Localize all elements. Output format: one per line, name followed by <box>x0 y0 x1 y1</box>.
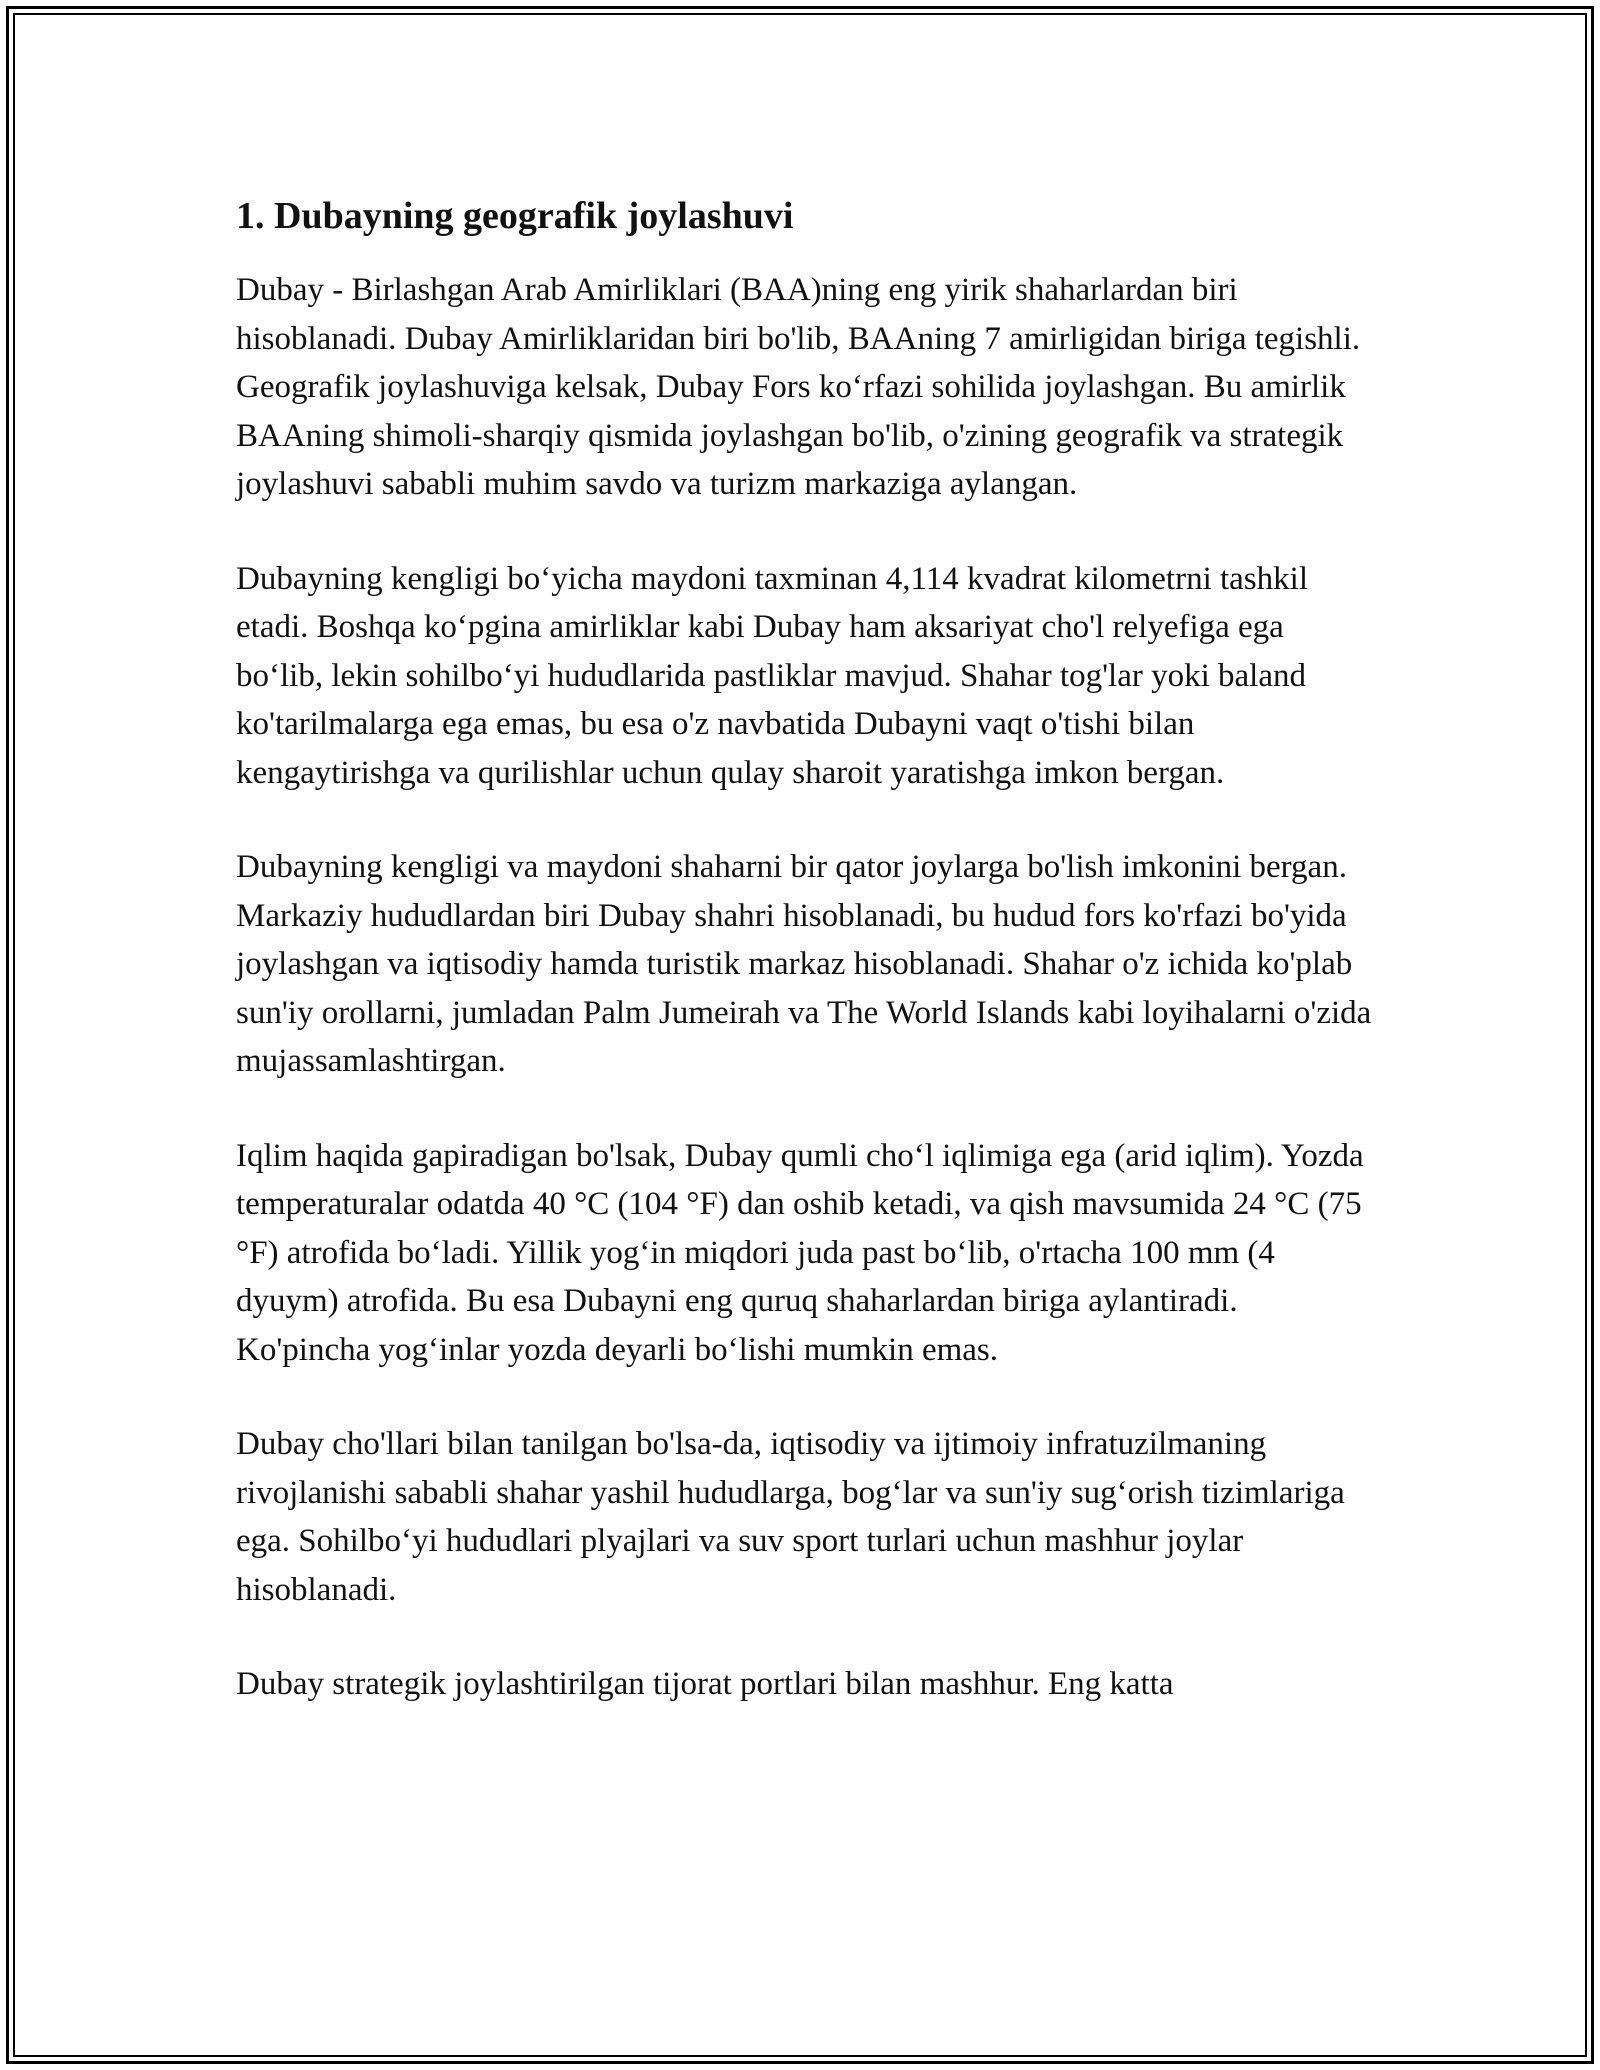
paragraph-climate: Iqlim haqida gapiradigan bo'lsak, Dubay qumli cho‘l iqlimiga ega (arid iqlim). Yozda temperaturalar odatda 40 °C (104 °F) dan oshib ketadi, va qish mavsumida 24 °C (75 °F) atrofida bo‘ladi. Yillik yog‘in miqdori juda past bo‘lib, o'rtacha 100 mm (4 dyuym) atrofida. Bu esa Dubayni eng quruq shaharlardan biriga aylantiradi. Ko'pincha yog‘inlar yozda deyarli bo‘lishi mumkin emas. <box>236 1137 1364 1368</box>
paragraph-location: Dubay - Birlashgan Arab Amirliklari (BAA)ning eng yirik shaharlardan biri hisoblanadi. Dubay Amirliklaridan biri bo'lib, BAAning 7 amirligidan biriga tegishli. Geografik joylashuviga kelsak, Dubay Fors ko‘rfazi sohilida joylashgan. Bu amirlik BAAning shimoli-sharqiy qismida joylashgan bo'lib, o'zining geografik va strategik joylashuvi sababli muhim savdo va turizm markaziga aylangan. <box>236 272 1361 502</box>
paragraph-green-areas: Dubay cho'llari bilan tanilgan bo'lsa-da, iqtisodiy va ijtimoiy infratuzilmaning rivojlanishi sababli shahar yashil hududlarga, bog‘lar va sun'iy sug‘orish tizimlariga ega. Sohilbo‘yi hududlari plyajlari va suv sport turlari uchun mashhur joylar hisoblanadi. <box>236 1426 1345 1608</box>
document-body <box>236 188 1376 1755</box>
paragraph-districts: Dubayning kengligi va maydoni shaharni bir qator joylarga bo'lish imkonini bergan. Markaziy hududlardan biri Dubay shahri hisoblanadi, bu hudud fors ko'rfazi bo'yida joylashgan va iqtisodiy hamda turistik markaz hisoblanadi. Shahar o'z ichida ko'plab sun'iy orollarni, jumladan Palm Jumeirah va The World Islands kabi loyihalarni o'zida mujassamlashtirgan. <box>236 849 1372 1079</box>
section-heading: 1. Dubayning geografik joylashuvi <box>236 195 794 237</box>
paragraph-area: Dubayning kengligi bo‘yicha maydoni taxminan 4,114 kvadrat kilometrni tashkil etadi. Boshqa ko‘pgina amirliklar kabi Dubay ham aksariyat cho'l relyefiga ega bo‘lib, lekin sohilbo‘yi hududlarida pastliklar mavjud. Shahar tog'lar yoki baland ko'tarilmalarga ega emas, bu esa o'z navbatida Dubayni vaqt o'tishi bilan kengaytirishga va qurilishlar uchun qulay sharoit yaratishga imkon bergan. <box>236 560 1308 791</box>
paragraph-ports: Dubay strategik joylashtirilgan tijorat portlari bilan mashhur. Eng katta <box>236 1666 1174 1702</box>
